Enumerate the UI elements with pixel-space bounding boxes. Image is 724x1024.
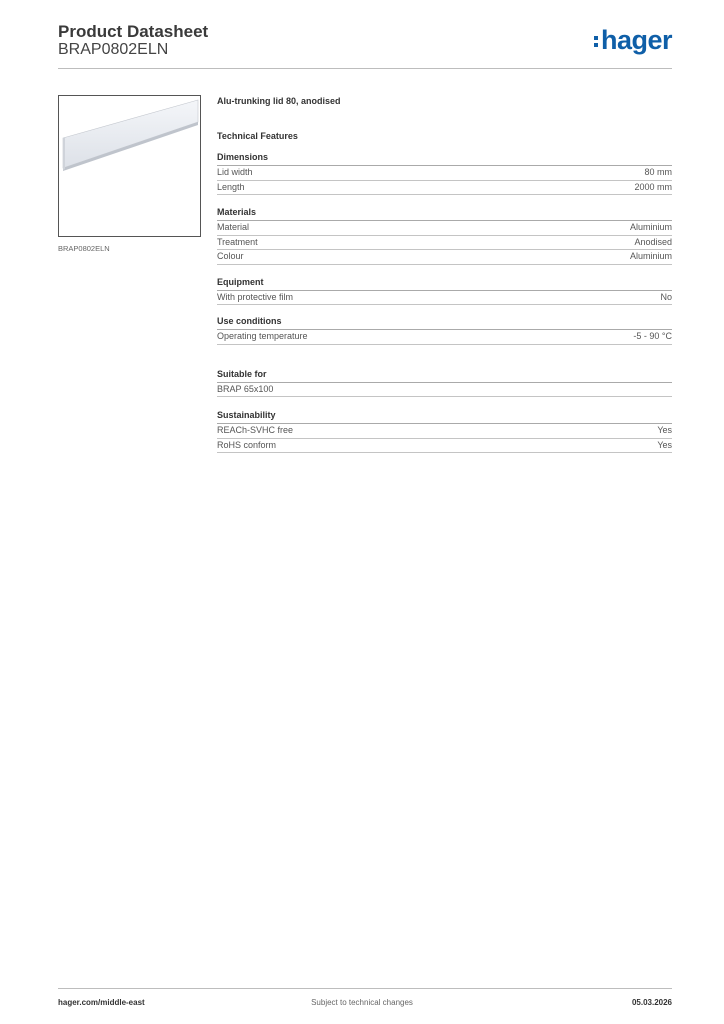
spec-value: Yes <box>657 439 672 450</box>
spec-row <box>217 439 672 454</box>
spec-row <box>217 330 672 345</box>
spec-row <box>217 236 672 251</box>
spec-row <box>217 383 672 398</box>
page-header <box>58 20 672 68</box>
spec-value: -5 - 90 °C <box>633 331 672 341</box>
footer-divider <box>58 988 672 989</box>
spec-value: No <box>660 291 672 302</box>
logo-colon-icon <box>594 33 599 50</box>
section-dimensions <box>217 151 672 195</box>
section-use-conditions <box>217 315 672 345</box>
footer-website-link[interactable]: hager.com/middle-east <box>58 998 145 1007</box>
spec-value: 80 mm <box>644 167 672 177</box>
product-image <box>58 95 201 237</box>
spec-label: Material <box>217 222 250 232</box>
spec-label: Colour <box>217 251 244 261</box>
spec-row <box>217 424 672 439</box>
spec-value: 2000 mm <box>634 181 672 192</box>
product-description: Alu-trunking lid 80, anodised <box>217 96 341 106</box>
section-materials <box>217 206 672 265</box>
spec-row <box>217 221 672 236</box>
spec-row <box>217 291 672 306</box>
header-divider <box>58 68 672 69</box>
spec-label: Treatment <box>217 236 258 247</box>
footer-notice: Subject to technical changes <box>311 998 413 1007</box>
technical-features-heading: Technical Features <box>217 131 298 141</box>
logo-text: hager <box>600 25 672 55</box>
section-title: Equipment <box>217 276 672 291</box>
hager-logo <box>594 25 672 55</box>
trunking-lid-icon <box>59 96 200 236</box>
spec-row <box>217 181 672 196</box>
spec-value: Anodised <box>634 236 672 247</box>
section-title: Suitable for <box>217 368 672 383</box>
spec-row <box>217 250 672 265</box>
spec-value: Aluminium <box>629 222 672 232</box>
section-suitable-for <box>217 368 672 398</box>
page-title: Product Datasheet <box>58 22 209 41</box>
spec-label: RoHS conform <box>217 439 277 450</box>
section-title: Materials <box>217 206 672 221</box>
product-details <box>217 94 672 453</box>
spec-value: Aluminium <box>629 251 672 261</box>
spec-label: Length <box>217 181 245 192</box>
spec-row <box>217 166 672 181</box>
spec-value: Yes <box>657 425 672 435</box>
section-title: Sustainability <box>217 409 672 424</box>
product-code: BRAP0802ELN <box>58 41 169 58</box>
image-caption: BRAP0802ELN <box>58 244 110 253</box>
spec-label: BRAP 65x100 <box>217 383 274 394</box>
spec-label: With protective film <box>217 291 294 302</box>
section-sustainability <box>217 409 672 453</box>
section-title: Use conditions <box>217 315 672 330</box>
footer-date: 05.03.2026 <box>631 998 672 1007</box>
section-title: Dimensions <box>217 151 672 166</box>
section-equipment <box>217 276 672 306</box>
spec-label: REACh-SVHC free <box>217 425 294 435</box>
spec-label: Lid width <box>217 167 253 177</box>
spec-label: Operating temperature <box>217 331 308 341</box>
